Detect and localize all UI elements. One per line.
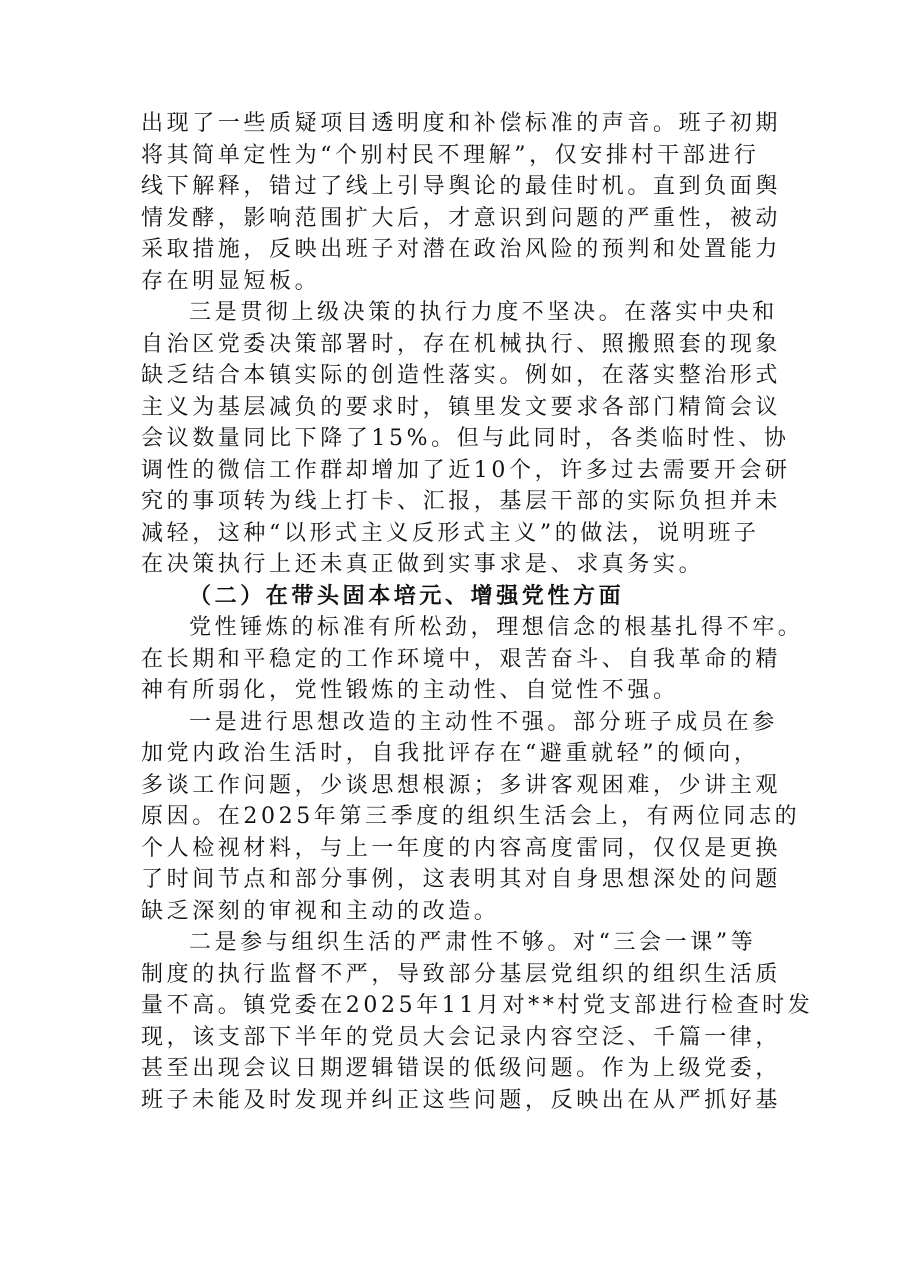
paragraph-line: 究的事项转为线上打卡、汇报，基层干部的实际负担并未 — [141, 489, 782, 514]
paragraph-line: 情发酵，影响范围扩大后，才意识到问题的严重性，被动 — [141, 205, 782, 231]
paragraph-line: 加党内政治生活时，自我批评存在“避重就轻”的倾向， — [141, 741, 760, 766]
paragraph-line: 调性的微信工作群却增加了近10个，许多过去需要开会研 — [141, 457, 791, 483]
paragraph-line: 制度的执行监督不严，导致部分基层党组织的组织生活质 — [141, 961, 782, 987]
paragraph-line: 了时间节点和部分事例，这表明其对自身思想深处的问题 — [141, 867, 782, 892]
paragraph-line: 一是进行思想改造的主动性不强。部分班子成员在参 — [189, 709, 778, 735]
paragraph-line: 出现了一些质疑项目透明度和补偿标准的声音。班子初期 — [141, 111, 782, 136]
paragraph-line: 会议数量同比下降了15%。但与此同时，各类临时性、协 — [141, 426, 790, 451]
paragraph-line: 班子未能及时发现并纠正这些问题，反映出在从严抓好基 — [141, 1087, 782, 1113]
paragraph-line: 缺乏结合本镇实际的创造性落实。例如，在落实整治形式 — [141, 363, 782, 388]
paragraph-line: 原因。在2025年第三季度的组织生活会上，有两位同志的 — [141, 804, 801, 829]
paragraph-line: 三是贯彻上级决策的执行力度不坚决。在落实中央和 — [189, 300, 778, 325]
paragraph-line: 减轻，这种“以形式主义反形式主义”的做法，说明班子 — [141, 520, 760, 546]
section-heading: （二）在带头固本培元、增强党性方面 — [189, 582, 625, 609]
paragraph-line: 将其简单定性为“个别村民不理解”，仅安排村干部进行 — [141, 142, 760, 168]
paragraph-line: 多谈工作问题，少谈思想根源；多讲客观困难，少讲主观 — [141, 772, 782, 798]
paragraph-line: 二是参与组织生活的严肃性不够。对“三会一课”等 — [189, 930, 757, 955]
paragraph-line: 在决策执行上还未真正做到实事求是、求真务实。 — [141, 552, 705, 577]
paragraph-line: 现，该支部下半年的党员大会记录内容空泛、千篇一律， — [141, 1024, 782, 1050]
paragraph-line: 神有所弱化，党性锻炼的主动性、自觉性不强。 — [141, 678, 679, 703]
paragraph-line: 在长期和平稳定的工作环境中，艰苦奋斗、自我革命的精 — [141, 646, 782, 672]
paragraph-line: 个人检视材料，与上一年度的内容高度雷同，仅仅是更换 — [141, 835, 782, 861]
body-text — [141, 108, 814, 1116]
paragraph-line: 党性锤炼的标准有所松劲，理想信念的根基扎得不牢。 — [189, 615, 804, 640]
paragraph-line: 量不高。镇党委在2025年11月对**村党支部进行检查时发 — [141, 993, 814, 1018]
paragraph-line: 缺乏深刻的审视和主动的改造。 — [141, 898, 500, 924]
paragraph-line: 自治区党委决策部署时，存在机械执行、照搬照套的现象 — [141, 331, 782, 357]
paragraph-line: 主义为基层减负的要求时，镇里发文要求各部门精简会议 — [141, 394, 782, 420]
paragraph-line: 存在明显短板。 — [141, 268, 321, 294]
paragraph-line: 甚至出现会议日期逻辑错误的低级问题。作为上级党委， — [141, 1056, 782, 1081]
paragraph-line: 采取措施，反映出班子对潜在政治风险的预判和处置能力 — [141, 237, 782, 262]
paragraph-line: 线下解释，错过了线上引导舆论的最佳时机。直到负面舆 — [141, 174, 782, 199]
